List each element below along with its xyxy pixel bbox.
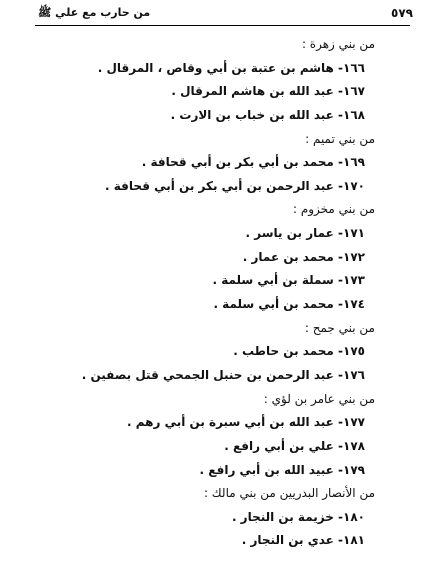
list-entry: ١٧٦- عبد الرحمن بن حنبل الجمحي قتل بصفين .: [81, 367, 365, 382]
section-heading: من بني عامر بن لؤي :: [263, 391, 375, 406]
body-text: [45, 33, 375, 553]
list-entry: ١٧٥- محمد بن حاطب .: [233, 344, 365, 359]
section-heading: من بني جمح :: [304, 320, 375, 335]
list-entry: ١٦٧- عبد الله بن هاشم المرقال .: [171, 84, 365, 99]
list-entry: ١٦٨- عبد الله بن خباب بن الارت .: [170, 107, 365, 122]
list-entry: ١٧١- عمار بن ياسر .: [245, 226, 365, 241]
header-divider: [35, 25, 410, 26]
list-entry: ١٨٠- خزيمة بن النجار .: [231, 509, 365, 524]
page-number: ٥٧٩: [391, 6, 413, 20]
list-entry: ١٦٦- هاشم بن عتبة بن أبي وقاص ، المرقال .: [97, 60, 365, 75]
list-entry: ١٧٤- محمد بن أبي سلمة .: [213, 297, 365, 312]
list-entry: ١٧٠- عبد الرحمن بن أبي بكر بن أبي قحافة .: [105, 178, 365, 193]
section-heading: من الأنصار البدريين من بني مالك :: [203, 486, 375, 501]
section-heading: من بني تميم :: [305, 131, 375, 146]
list-entry: ١٧٣- سملة بن أبي سلمة .: [212, 273, 365, 288]
section-heading: من بني مخزوم :: [292, 202, 375, 217]
list-entry: ١٧٨- علي بن أبي رافع .: [224, 438, 365, 453]
section-heading: من بني زهرة :: [301, 37, 375, 51]
list-entry: ١٧٢- محمد بن عمار .: [242, 249, 365, 264]
running-title: من حارب مع علي ﷺ: [38, 6, 151, 19]
page-header: [0, 4, 445, 26]
list-entry: ١٧٩- عبيد الله بن أبي رافع .: [199, 462, 365, 477]
list-entry: ١٨١- عدي بن النجار .: [241, 533, 365, 548]
list-entry: ١٦٩- محمد بن أبي بكر بن أبي قحافة .: [141, 155, 365, 170]
list-entry: ١٧٧- عبد الله بن أبي سبرة بن أبي رهم .: [127, 415, 365, 430]
